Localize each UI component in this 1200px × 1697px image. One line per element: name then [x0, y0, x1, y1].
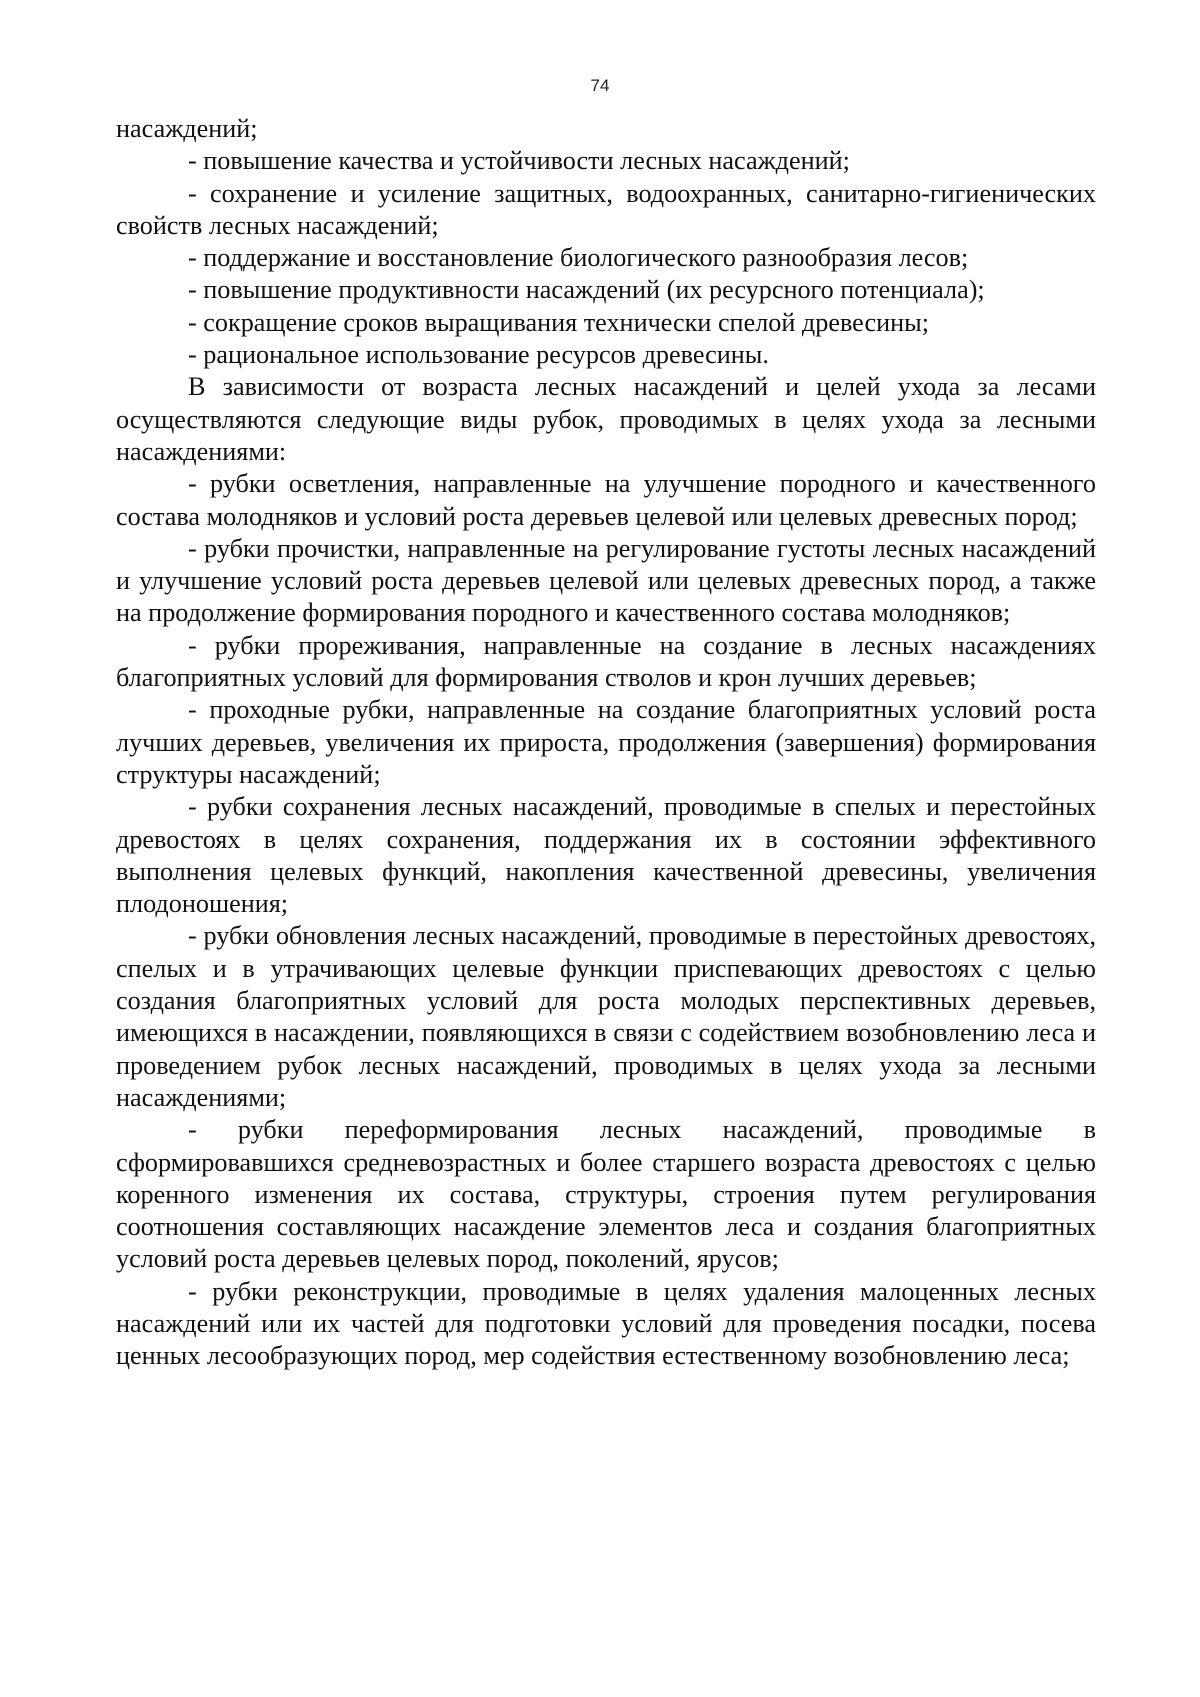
paragraph: В зависимости от возраста лесных насаждений и целей ухода за лесами осуществляются следующие виды рубок, проводимых в целях ухода за лесными насаждениями: — [116, 372, 1096, 466]
list-item: - повышение качества и устойчивости лесных насаждений; — [188, 146, 850, 176]
list-item: - рубки прореживания, направленные на создание в лесных насаждениях благоприятных условий для формирования стволов и крон лучших деревьев; — [116, 630, 1096, 693]
list-item: - сокращение сроков выращивания технически спелой древесины; — [188, 307, 929, 337]
list-item: - рубки сохранения лесных насаждений, проводимые в спелых и перестойных древостоях в целях сохранения, поддержания их в состоянии эффективного выполнения целевых функций, накопления качественной древесины, увеличения плодоношения; — [116, 792, 1096, 919]
paragraph: насаждений; — [116, 114, 258, 143]
page-number: 74 — [590, 76, 610, 95]
list-item: - рубки осветления, направленные на улучшение породного и качественного состава молодняков и условий роста деревьев целевой или целевых древесных пород; — [116, 469, 1096, 531]
list-item: - сохранение и усиление защитных, водоохранных, санитарно-гигиенических свойств лесных насаждений; — [116, 178, 1096, 240]
list-item: - проходные рубки, направленные на создание благоприятных условий роста лучших деревьев, увеличения их прироста, продолжения (завершения) формирования структуры насаждений; — [116, 695, 1096, 789]
list-item: - рубки прочистки, направленные на регулирование густоты лесных насаждений и улучшение условий роста деревьев целевой или целевых древесных пород, а также на продолжение формирования породного и качественного состава молодняков; — [116, 533, 1096, 628]
list-item: - поддержание и восстановление биологического разнообразия лесов; — [188, 243, 969, 273]
document-body — [116, 113, 1096, 1373]
list-item: - повышение продуктивности насаждений (их ресурсного потенциала); — [188, 275, 985, 305]
list-item: - рубки обновления лесных насаждений, проводимые в перестойных древостоях, спелых и в утрачивающих целевые функции приспевающих древостоях с целью создания благоприятных условий для роста молодых перспективных деревьев, имеющихся в насаждении, появляющихся в связи с содействием возобновлению леса и проведением рубок лесных насаждений, проводимых в целях ухода за лесными насаждениями; — [116, 921, 1096, 1112]
list-item: - рубки реконструкции, проводимые в целях удаления малоценных лесных насаждений или их частей для подготовки условий для проведения посадки, посева ценных лесообразующих пород, мер содействия естественному возобновлению леса; — [116, 1276, 1096, 1371]
list-item: - рубки переформирования лесных насаждений, проводимые в сформировавшихся средневозрастных и более старшего возраста древостоях с целью коренного изменения их состава, структуры, строения путем регулирования соотношения составляющих насаждение элементов леса и создания благоприятных условий роста деревьев целевых пород, поколений, ярусов; — [116, 1115, 1096, 1274]
list-item: - рациональное использование ресурсов древесины. — [188, 340, 769, 370]
